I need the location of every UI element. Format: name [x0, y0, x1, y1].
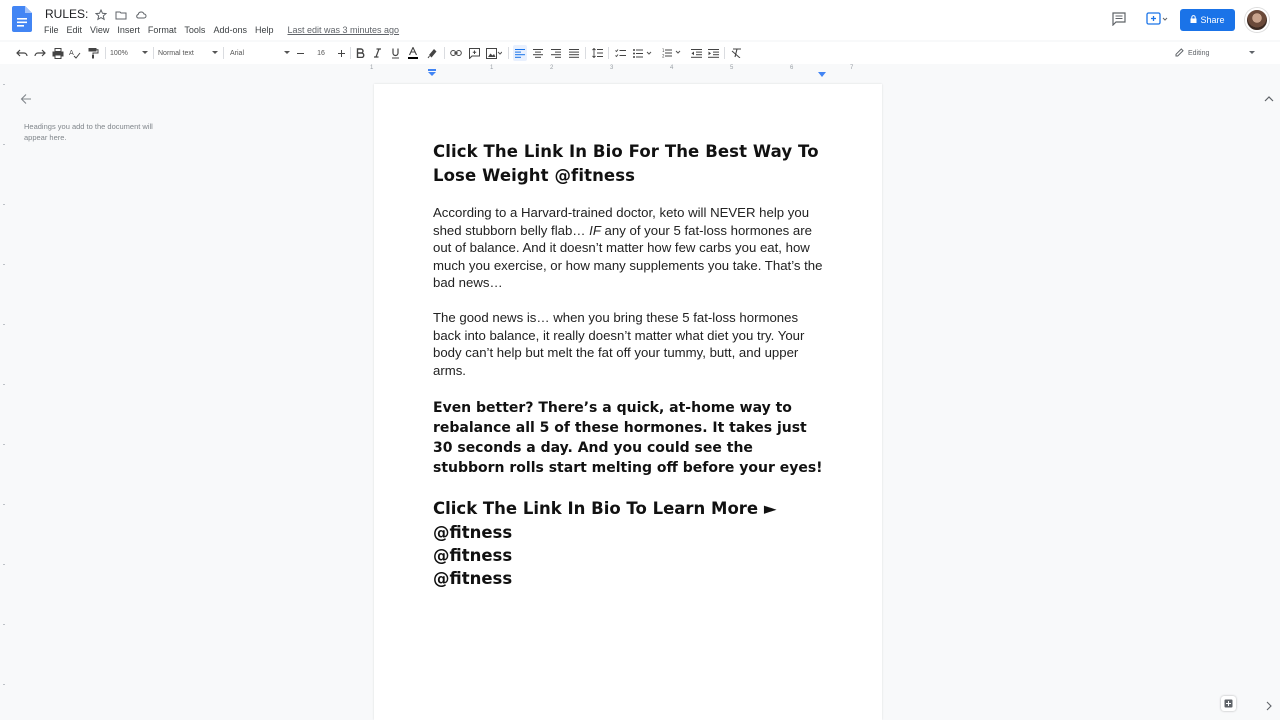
toolbar — [0, 42, 1280, 64]
font-size-input[interactable] — [312, 45, 330, 61]
paragraph-text: any of your 5 fat-loss hormones are out of balance. And it doesn’t matter how few carbs you eat, how much you exercise, or how many supplements you take. That’s the bad news… — [433, 222, 823, 291]
zoom-value: 100% — [110, 49, 128, 57]
bold-paragraph[interactable]: Even better? There’s a quick, at-home way to rebalance all 5 of these hormones. It takes just 30 seconds a day. And you could see the stubborn rolls start melting off before your eyes! — [433, 400, 823, 477]
close-outline-icon[interactable] — [20, 92, 32, 110]
hide-menus-icon[interactable] — [1264, 89, 1274, 107]
undo-icon[interactable] — [15, 45, 29, 61]
line-spacing-icon[interactable] — [590, 45, 604, 61]
avatar[interactable] — [1245, 8, 1269, 32]
italic-icon[interactable] — [371, 45, 383, 61]
bold-icon[interactable] — [354, 45, 366, 61]
right-indent-marker[interactable] — [818, 65, 826, 83]
horizontal-ruler[interactable] — [0, 64, 1280, 74]
outline-hint: Headings you add to the document will appear here. — [24, 122, 153, 142]
document-heading[interactable]: Click The Link In Bio For The Best Way To Lose Weight @fitness — [433, 142, 819, 185]
svg-text:A: A — [69, 48, 74, 57]
docs-logo-icon[interactable] — [12, 6, 32, 32]
handle-line: @fitness — [433, 569, 513, 589]
paint-format-icon[interactable] — [86, 45, 100, 61]
ruler-number: 4 — [670, 65, 674, 71]
vertical-ruler[interactable] — [0, 74, 8, 720]
insert-image-icon[interactable] — [485, 45, 503, 61]
increase-font-size-icon[interactable] — [336, 45, 346, 61]
divider — [153, 47, 154, 59]
paragraph-style-select[interactable] — [158, 45, 218, 61]
font-size-value: 16 — [317, 49, 325, 57]
svg-text:1: 1 — [662, 48, 665, 53]
handle-line: @fitness — [433, 522, 513, 542]
cloud-status-icon[interactable] — [135, 8, 147, 20]
spellcheck-icon[interactable] — [68, 45, 82, 61]
last-edit-link[interactable]: Last edit was 3 minutes ago — [287, 25, 400, 35]
editing-mode-label: Editing — [1188, 49, 1210, 57]
increase-indent-icon[interactable] — [706, 45, 720, 61]
menu-view[interactable]: View — [90, 25, 110, 35]
menu-edit[interactable]: Edit — [66, 25, 83, 35]
print-icon[interactable] — [51, 45, 65, 61]
menu-file[interactable]: File — [44, 25, 59, 35]
menu-help[interactable]: Help — [254, 25, 274, 35]
left-indent-marker[interactable] — [428, 64, 436, 82]
menu-insert[interactable]: Insert — [117, 25, 140, 35]
paragraph-style-value: Normal text — [158, 49, 194, 57]
document-page[interactable] — [374, 84, 882, 720]
body-paragraph-2[interactable]: The good news is… when you bring these 5 fat-loss hormones back into balance, it really doesn’t matter what diet you try. Your body can’t help but melt the fat off your tummy, butt, and upper arms. — [433, 309, 805, 378]
divider — [585, 47, 586, 59]
title-bar — [0, 0, 1280, 40]
pencil-icon — [1175, 48, 1184, 59]
title-icons — [95, 8, 147, 20]
lock-icon — [1190, 15, 1197, 25]
menu-addons[interactable]: Add-ons — [213, 25, 247, 35]
emphasis-text: IF — [589, 222, 601, 238]
document-title[interactable]: RULES: — [45, 7, 89, 21]
handle-line: @fitness — [433, 545, 513, 565]
editing-mode-select[interactable] — [1175, 45, 1255, 61]
share-button[interactable] — [1180, 9, 1235, 31]
font-value: Arial — [230, 49, 245, 57]
caret-down-icon — [1249, 50, 1255, 57]
justify-icon[interactable] — [567, 45, 581, 61]
move-folder-icon[interactable] — [115, 8, 127, 20]
show-side-panel-icon[interactable] — [1266, 698, 1272, 716]
add-comment-icon[interactable] — [467, 45, 481, 61]
numbered-list-icon[interactable] — [660, 45, 684, 61]
caret-down-icon — [142, 51, 148, 55]
decrease-font-size-icon[interactable] — [295, 45, 305, 61]
explore-icon — [1224, 695, 1233, 713]
highlight-color-icon[interactable] — [425, 45, 439, 61]
checklist-icon[interactable] — [613, 45, 627, 61]
paragraph-text: According to a Harvard-trained doctor, keto will NEVER help you shed stubborn belly flab… — [433, 205, 810, 238]
font-select[interactable] — [230, 45, 290, 61]
align-left-icon[interactable] — [513, 45, 527, 61]
divider — [223, 47, 224, 59]
divider — [508, 47, 509, 59]
decrease-indent-icon[interactable] — [689, 45, 703, 61]
document-body[interactable] — [433, 140, 825, 591]
ruler-number: 1 — [370, 65, 374, 71]
caret-down-icon — [284, 51, 290, 55]
ruler-number: 6 — [790, 65, 794, 71]
svg-text:2: 2 — [662, 53, 665, 58]
ruler-number: 5 — [730, 65, 734, 71]
zoom-select[interactable] — [110, 45, 148, 61]
menu-tools[interactable]: Tools — [184, 25, 206, 35]
redo-icon[interactable] — [33, 45, 47, 61]
insert-link-icon[interactable] — [449, 45, 463, 61]
align-right-icon[interactable] — [549, 45, 563, 61]
explore-button[interactable] — [1221, 696, 1236, 711]
ruler-number: 7 — [850, 65, 854, 71]
ruler-number: 2 — [550, 65, 554, 71]
body-paragraph-1[interactable] — [433, 204, 825, 292]
divider — [350, 47, 351, 59]
clear-formatting-icon[interactable] — [729, 45, 743, 61]
ruler-number: 1 — [490, 65, 494, 71]
align-center-icon[interactable] — [531, 45, 545, 61]
divider — [105, 47, 106, 59]
bulleted-list-icon[interactable] — [631, 45, 655, 61]
text-color-icon[interactable] — [406, 45, 420, 61]
underline-icon[interactable] — [389, 45, 401, 61]
share-label: Share — [1200, 15, 1225, 25]
call-to-action[interactable] — [433, 497, 825, 590]
comments-icon[interactable] — [1112, 12, 1126, 31]
divider — [724, 47, 725, 59]
caret-down-icon — [212, 51, 218, 55]
divider — [608, 47, 609, 59]
menu-bar — [44, 25, 399, 35]
ruler-number: 3 — [610, 65, 614, 71]
divider — [444, 47, 445, 59]
present-meet-icon[interactable] — [1146, 12, 1168, 31]
star-icon[interactable] — [95, 8, 107, 20]
cta-line: Click The Link In Bio To Learn More ► — [433, 499, 777, 519]
menu-format[interactable]: Format — [147, 25, 177, 35]
